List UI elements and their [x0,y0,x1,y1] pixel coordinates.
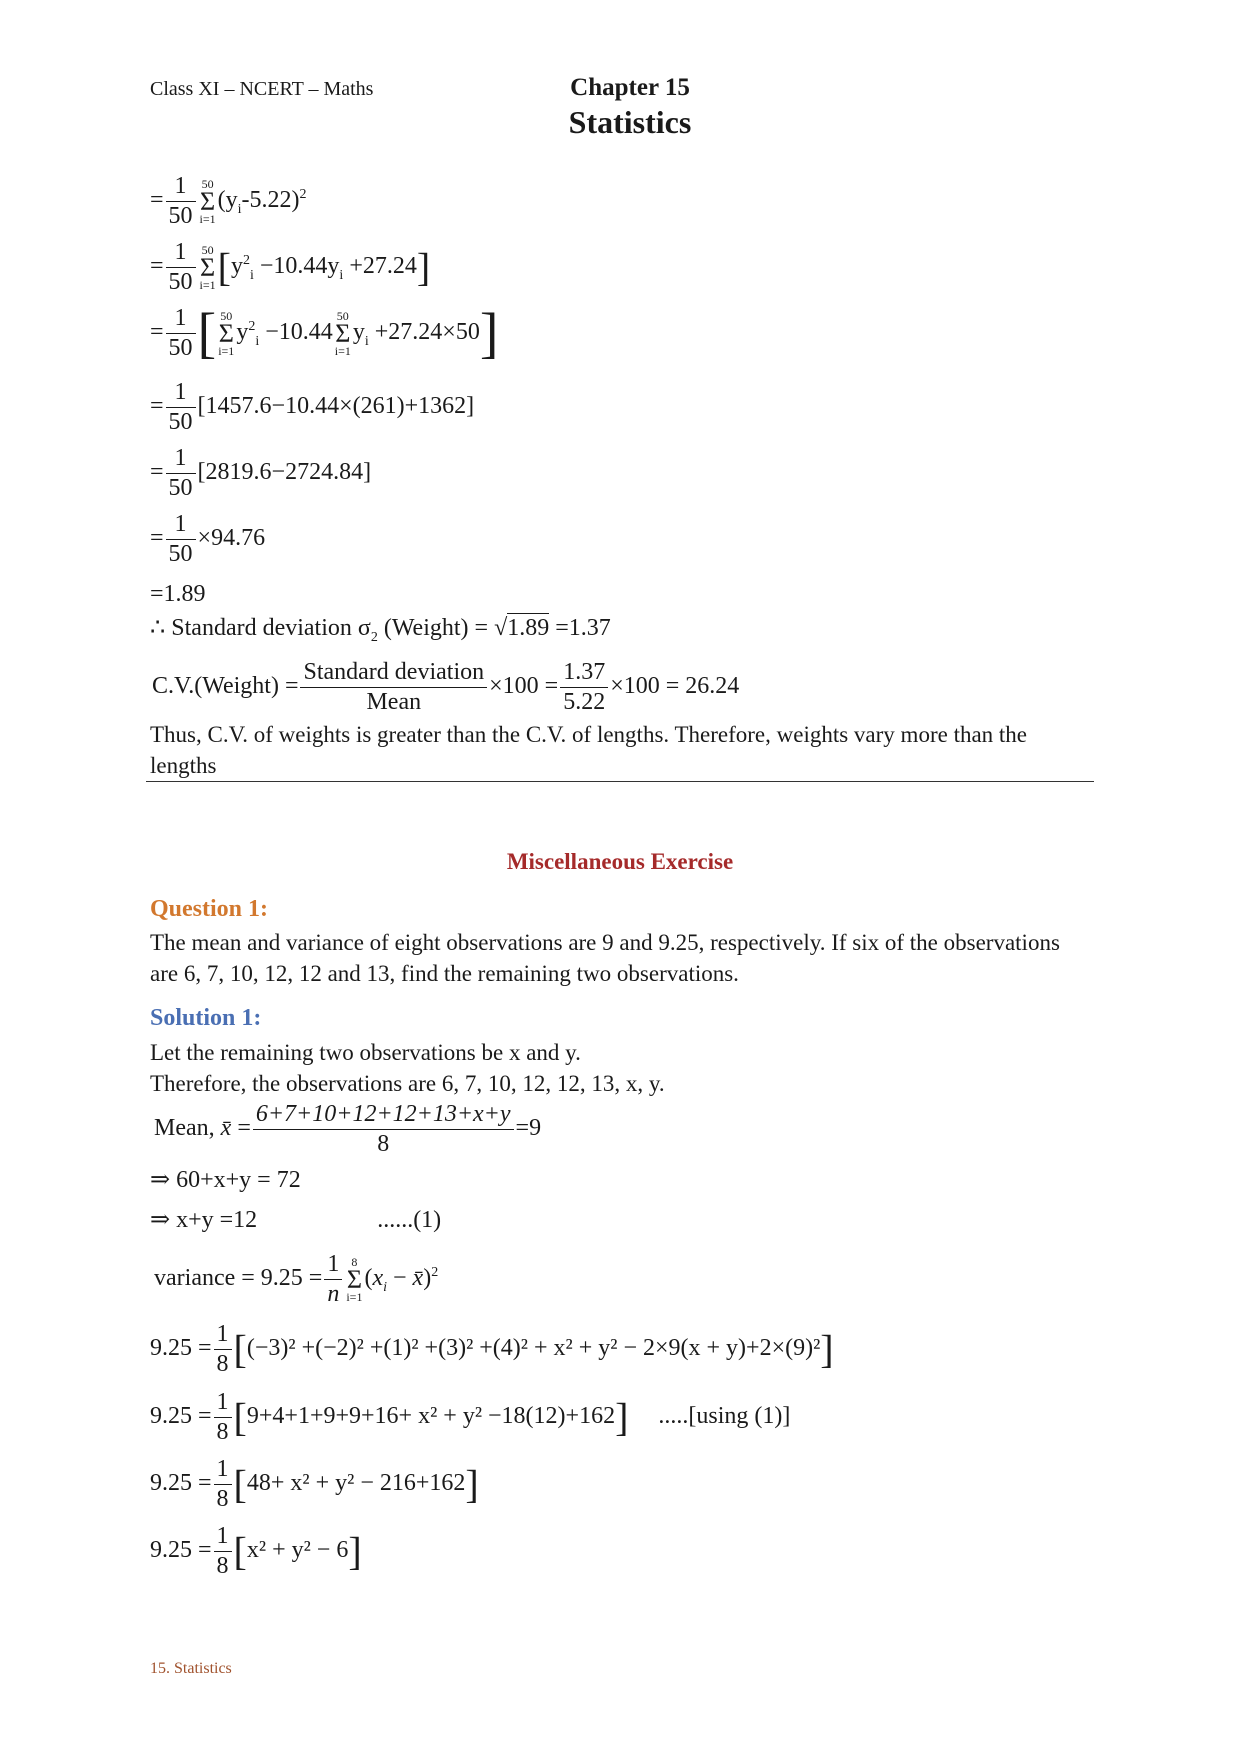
header-class-label: Class XI – NCERT – Maths [150,78,374,100]
variance-step-2: 9.25 = $\frac{1}{8}$ [9+4+1+9+9+16+ x² + y² −18(12)+162] .....[using (1)] [150,1389,791,1446]
equation-line-6: = $\frac{1}{50}$ ×94.76 [150,511,266,568]
question-heading: Question 1: [150,896,269,922]
implication-line-2: ⇒ x+y =12 ......(1) [150,1207,442,1233]
page-footer: 15. Statistics [150,1660,232,1677]
section-divider [146,781,1094,782]
question-text: The mean and variance of eight observations are 9 and 9.25, respectively. If six of the observations are 6, 7, 10, 12, 12 and 13, find the remaining two observations. [150,930,1060,986]
variance-step-3: 9.25 = $\frac{1}{8}$ [48+ x² + y² − 216+162] [150,1456,479,1513]
conclusion-paragraph: Thus, C.V. of weights is greater than the C.V. of lengths. Therefore, weights vary more than the lengths [150,722,1028,778]
header-title: Statistics [568,104,692,140]
equation-line-1: = $\frac{1}{50}$ 50 Σ i=1 $(y_i-5.22)^2$ [150,173,307,230]
equation-line-7: =1.89 [150,581,206,607]
standard-deviation-line: ∴ Standard deviation $\sigma_2$ (Weight) = √1.89 =1.37 [150,615,611,645]
mean-equation: Mean, x̄ = $\frac{6+7+10+12+12+13+x+y}{8}$ =9 [154,1101,542,1158]
equation-line-5: = $\frac{1}{50}$ [2819.6−2724.84] [150,445,372,502]
solution-line-2: Therefore, the observations are 6, 7, 10, 12, 12, 13, x, y. [150,1071,665,1096]
equation-line-3: = $\frac{1}{50}$ [ 50 Σ i=1 $y^2_i -10.44$ 50 Σ i=1 $y_i +27.24\times 50$] [150,302,499,365]
solution-line-1: Let the remaining two observations be x and y. [150,1040,581,1065]
implication-line-1: ⇒ 60+x+y = 72 [150,1167,301,1193]
equation-line-4: = $\frac{1}{50}$ [1457.6−10.44×(261)+1362] [150,379,475,436]
variance-equation: variance = 9.25 = $\frac{1}{n}$ 8 Σ i=1 ($x_i$ − x̄)$^2$ [154,1251,439,1308]
header-chapter: Chapter 15 [570,74,690,101]
variance-step-4: 9.25 = $\frac{1}{8}$ [x² + y² − 6] [150,1523,362,1580]
equation-line-2: = $\frac{1}{50}$ 50 Σ i=1 $[y^2_i -10.44y_i +27.24]$ [150,239,431,296]
solution-heading: Solution 1: [150,1005,262,1031]
section-title: Miscellaneous Exercise [506,849,734,874]
variance-step-1: 9.25 = $\frac{1}{8}$ [(−3)² +(−2)² +(1)² +(3)² +(4)² + x² + y² − 2×9(x + y)+2×(9)²] [150,1321,834,1378]
cv-weight-line: C.V.(Weight) = $\frac{\text{Standard deviation}}{\text{Mean}}$ ×100 = $\frac{1.37}{5.22}$ ×100 = 26.24 [152,659,740,716]
